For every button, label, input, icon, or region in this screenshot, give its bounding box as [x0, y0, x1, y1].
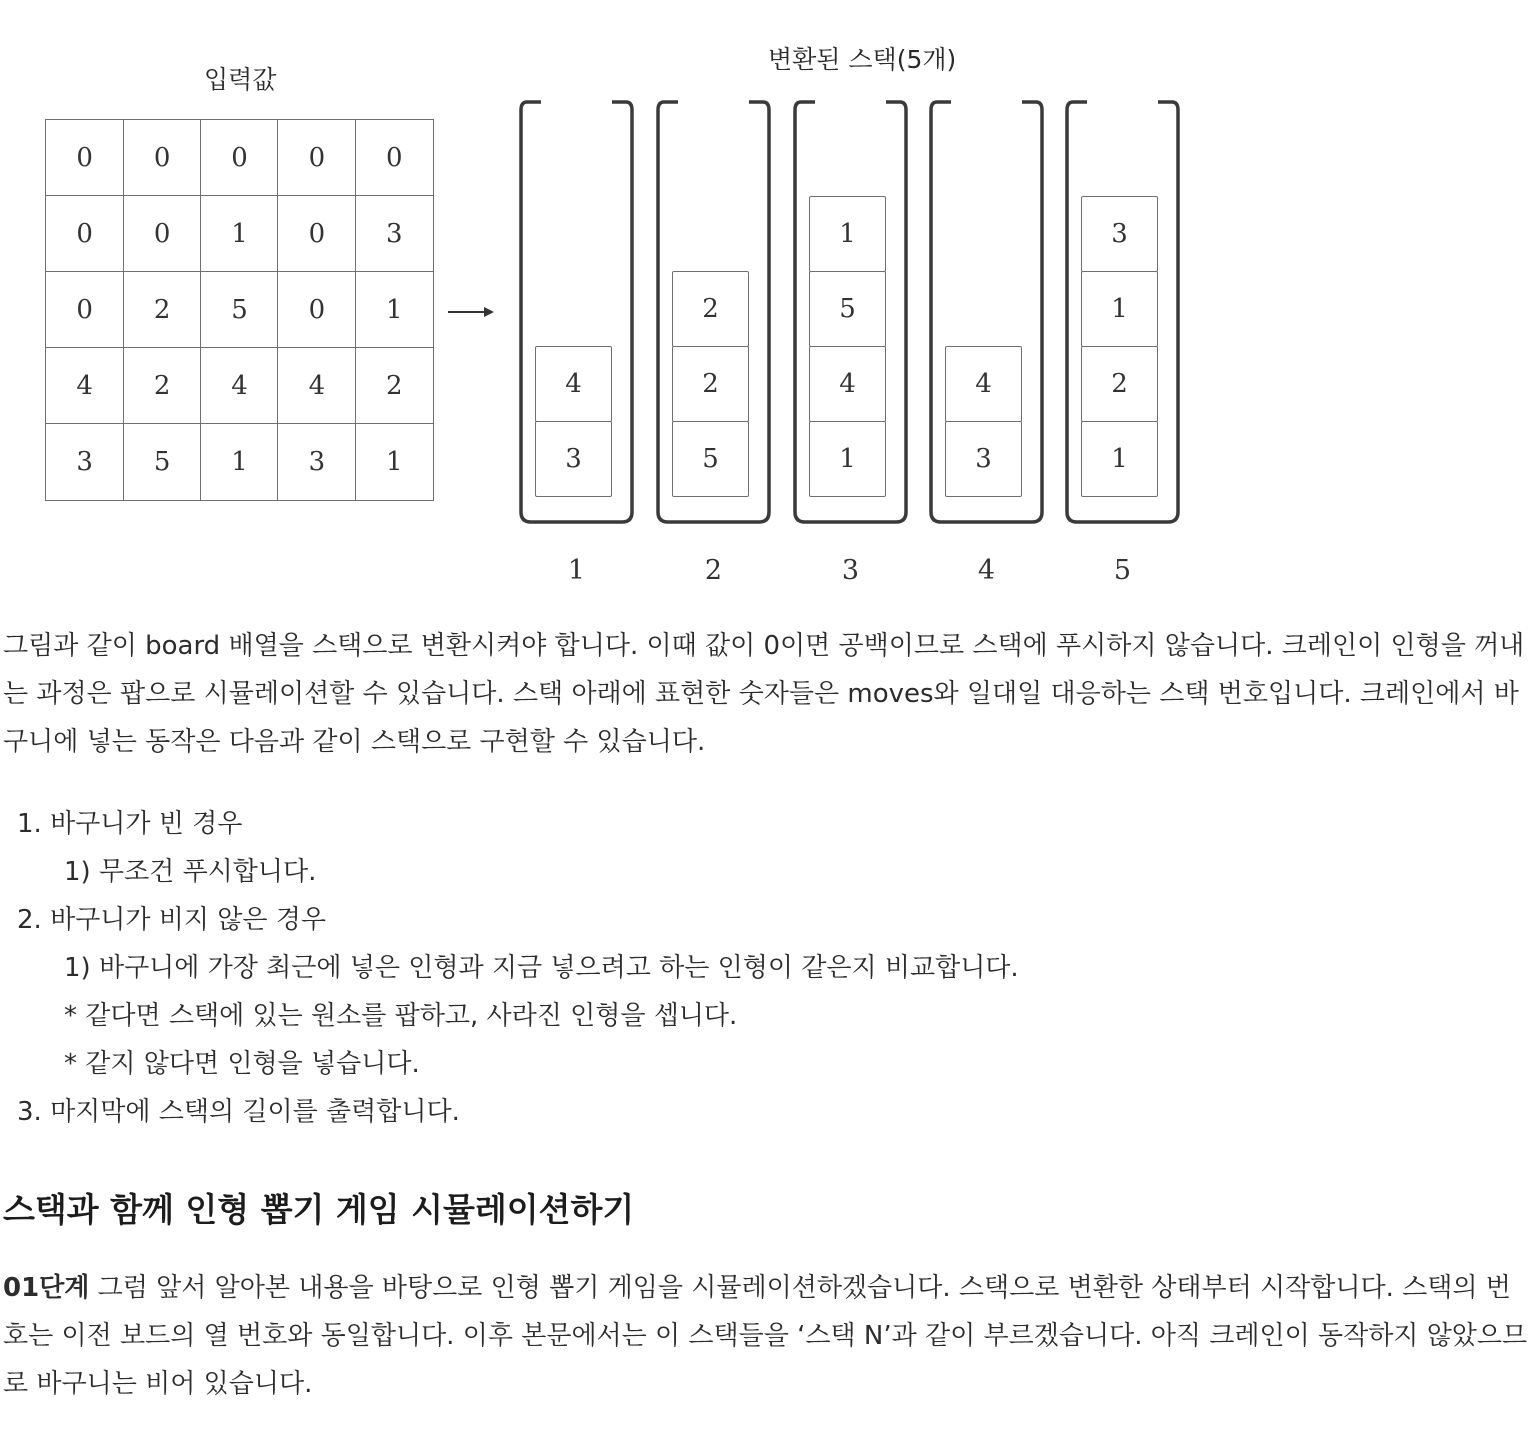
stack-2: [656, 100, 771, 586]
stack-item: 4: [809, 346, 886, 422]
board-cell: 0: [200, 119, 279, 197]
board-cell: 0: [355, 119, 434, 197]
board-cell: 1: [355, 423, 434, 501]
stack-item: 3: [535, 421, 612, 497]
stack-number: 3: [841, 555, 860, 586]
board-cell: 0: [45, 119, 124, 197]
board-cell: 0: [45, 195, 124, 273]
stack-number: 1: [567, 555, 586, 586]
board-cell: 5: [200, 271, 279, 349]
board-cell: 1: [355, 271, 434, 349]
board-cell: 3: [277, 423, 356, 501]
stack-conversion-figure: [0, 0, 1532, 600]
board-cell: 4: [200, 347, 279, 425]
board-cell: 4: [277, 347, 356, 425]
stack-item: 1: [809, 196, 886, 272]
stack-item: 4: [945, 346, 1022, 422]
stack-1: [519, 100, 634, 586]
board-cell: 0: [277, 119, 356, 197]
list-subitem: 1) 바구니에 가장 최근에 넣은 인형과 지금 넣으려고 하는 인형이 같은지 비교합니다.: [64, 953, 1019, 983]
board-cell: 2: [355, 347, 434, 425]
list-subitem: * 같다면 스택에 있는 원소를 팝하고, 사라진 인형을 셉니다.: [64, 1001, 738, 1031]
board-cell: 2: [123, 271, 202, 349]
board-cell: 3: [355, 195, 434, 273]
board-cell: 4: [45, 347, 124, 425]
list-item: 2. 바구니가 비지 않은 경우: [17, 905, 327, 935]
stack-item: 3: [945, 421, 1022, 497]
board-cell: 0: [123, 119, 202, 197]
stack-item: 1: [1081, 421, 1158, 497]
stack-number: 4: [977, 555, 996, 586]
step-text: 그럼 앞서 알아본 내용을 바탕으로 인형 뽑기 게임을 시뮬레이션하겠습니다. 스택으로 변환한 상태부터 시작합니다. 스택의 번호는 이전 보드의 열 번호와 동일합니다. 이후 본문에서는 이 스택들을 ‘스택 N’과 같이 부르겠습니다. 아직 크레인이 동작하지 않았으므로 바구니는 비어 있습니다.: [3, 1273, 1528, 1399]
stack-5: [1065, 100, 1180, 586]
list-item: 3. 마지막에 스택의 길이를 출력합니다.: [17, 1097, 460, 1127]
intro-paragraph: 그림과 같이 board 배열을 스택으로 변환시켜야 합니다. 이때 값이 0이면 공백이므로 스택에 푸시하지 않습니다. 크레인이 인형을 꺼내는 과정은 팝으로 시뮬레이션할 수 있습니다. 스택 아래에 표현한 숫자들은 moves와 일대일 대응하는 스택 번호입니다. 크레인에서 바구니에 넣는 동작은 다음과 같이 스택으로 구현할 수 있습니다.: [3, 631, 1525, 757]
board-cell: 2: [123, 347, 202, 425]
step-paragraph: [3, 1264, 1529, 1408]
board-cell: 0: [123, 195, 202, 273]
board-cell: 0: [45, 271, 124, 349]
procedure-list: [3, 800, 1529, 1136]
stack-item: 2: [672, 346, 749, 422]
stack-item: 1: [809, 421, 886, 497]
stack-item: 1: [1081, 271, 1158, 347]
board-grid: [46, 120, 433, 500]
arrow-right-icon: [446, 300, 496, 324]
board-cell: 1: [200, 195, 279, 273]
board-cell: 5: [123, 423, 202, 501]
input-caption: 입력값: [204, 65, 277, 94]
section-heading: 스택과 함께 인형 뽑기 게임 시뮬레이션하기: [3, 1190, 635, 1229]
step-label: 01단계: [3, 1273, 90, 1303]
stacks-caption: 변환된 스택(5개): [768, 45, 957, 74]
stack-item: 3: [1081, 196, 1158, 272]
stack-item: 5: [672, 421, 749, 497]
list-item: 1. 바구니가 빈 경우: [17, 809, 243, 839]
stack-number: 5: [1113, 555, 1132, 586]
list-subitem: * 같지 않다면 인형을 넣습니다.: [64, 1049, 420, 1079]
board-cell: 0: [277, 271, 356, 349]
stack-item: 2: [1081, 346, 1158, 422]
board-cell: 0: [277, 195, 356, 273]
article-body: [3, 622, 1529, 1408]
board-cell: 3: [45, 423, 124, 501]
stack-item: 5: [809, 271, 886, 347]
stack-item: 4: [535, 346, 612, 422]
stack-3: [793, 100, 908, 586]
stack-item: 2: [672, 271, 749, 347]
board-cell: 1: [200, 423, 279, 501]
stack-4: [929, 100, 1044, 586]
list-subitem: 1) 무조건 푸시합니다.: [64, 857, 317, 887]
stack-number: 2: [704, 555, 723, 586]
